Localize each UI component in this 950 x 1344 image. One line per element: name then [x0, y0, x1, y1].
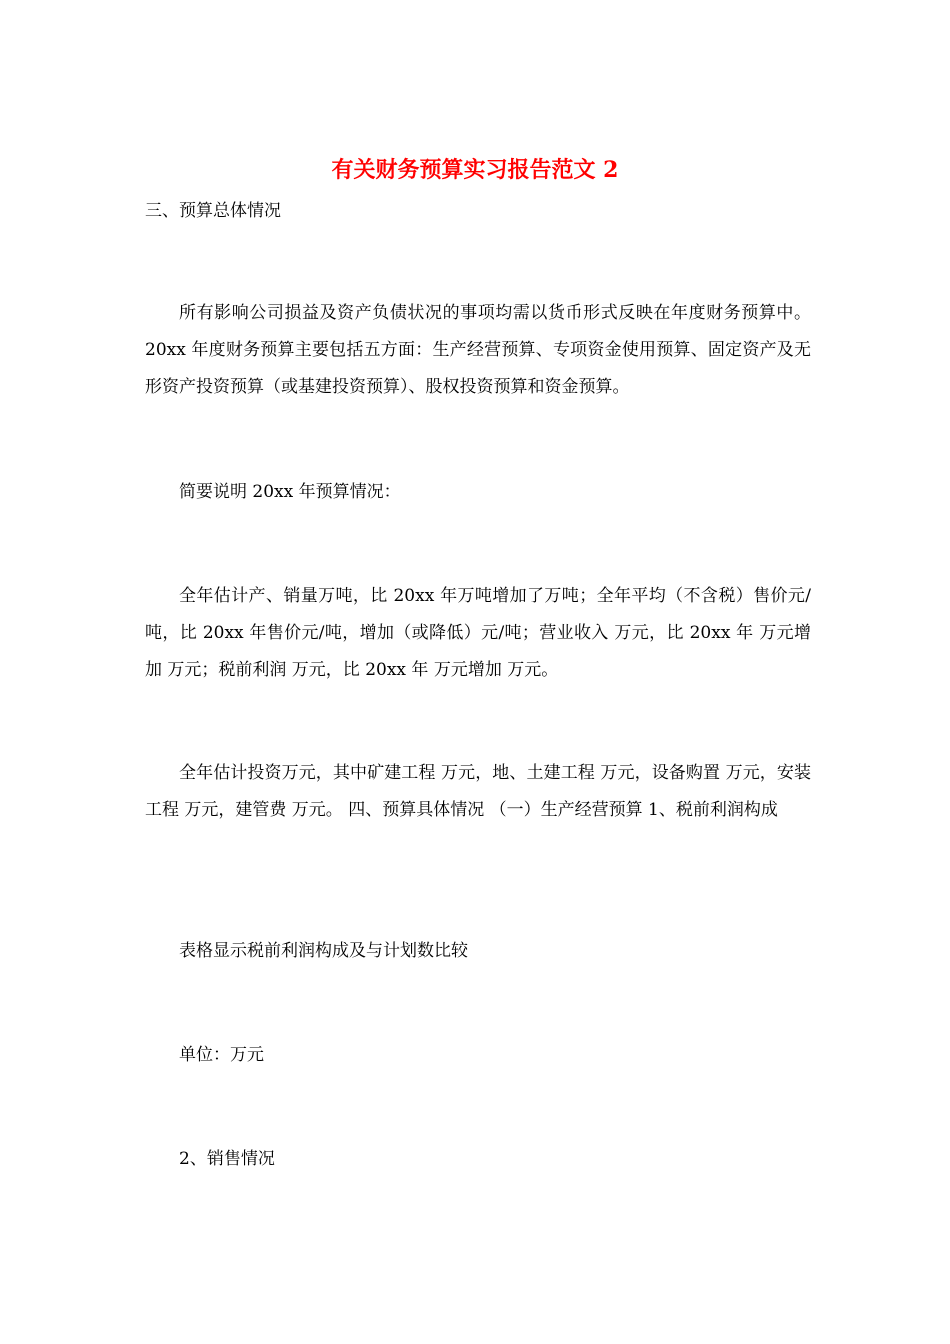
- paragraph-unit: 单位：万元: [179, 1045, 264, 1065]
- section-heading: 三、预算总体情况: [145, 201, 281, 221]
- paragraph-sales-heading: 2、销售情况: [179, 1149, 275, 1169]
- paragraph-summary-intro: 简要说明 20xx 年预算情况：: [179, 482, 401, 502]
- paragraph-overview: 所有影响公司损益及资产负债状况的事项均需以货币形式反映在年度财务预算中。20xx 年度财务预算主要包括五方面：生产经营预算、专项资金使用预算、固定资产及无形资产投资预算（或基建投资预算）、股权投资预算和资金预算。: [145, 303, 811, 397]
- paragraph-production-sales: 全年估计产、销量万吨，比 20xx 年万吨增加了万吨；全年平均（不含税）售价元/吨，比 20xx 年售价元/吨，增加（或降低）元/吨；营业收入 万元，比 20xx 年 万元增加 万元；税前利润 万元，比 20xx 年 万元增加 万元。: [145, 586, 811, 680]
- document-title: 有关财务预算实习报告范文 2: [331, 157, 619, 183]
- paragraph-investment: 全年估计投资万元，其中矿建工程 万元，地、土建工程 万元，设备购置 万元，安装工程 万元，建管费 万元。 四、预算具体情况 （一）生产经营预算 1、税前利润构成: [145, 763, 811, 820]
- paragraph-table-caption: 表格显示税前利润构成及与计划数比较: [179, 941, 468, 961]
